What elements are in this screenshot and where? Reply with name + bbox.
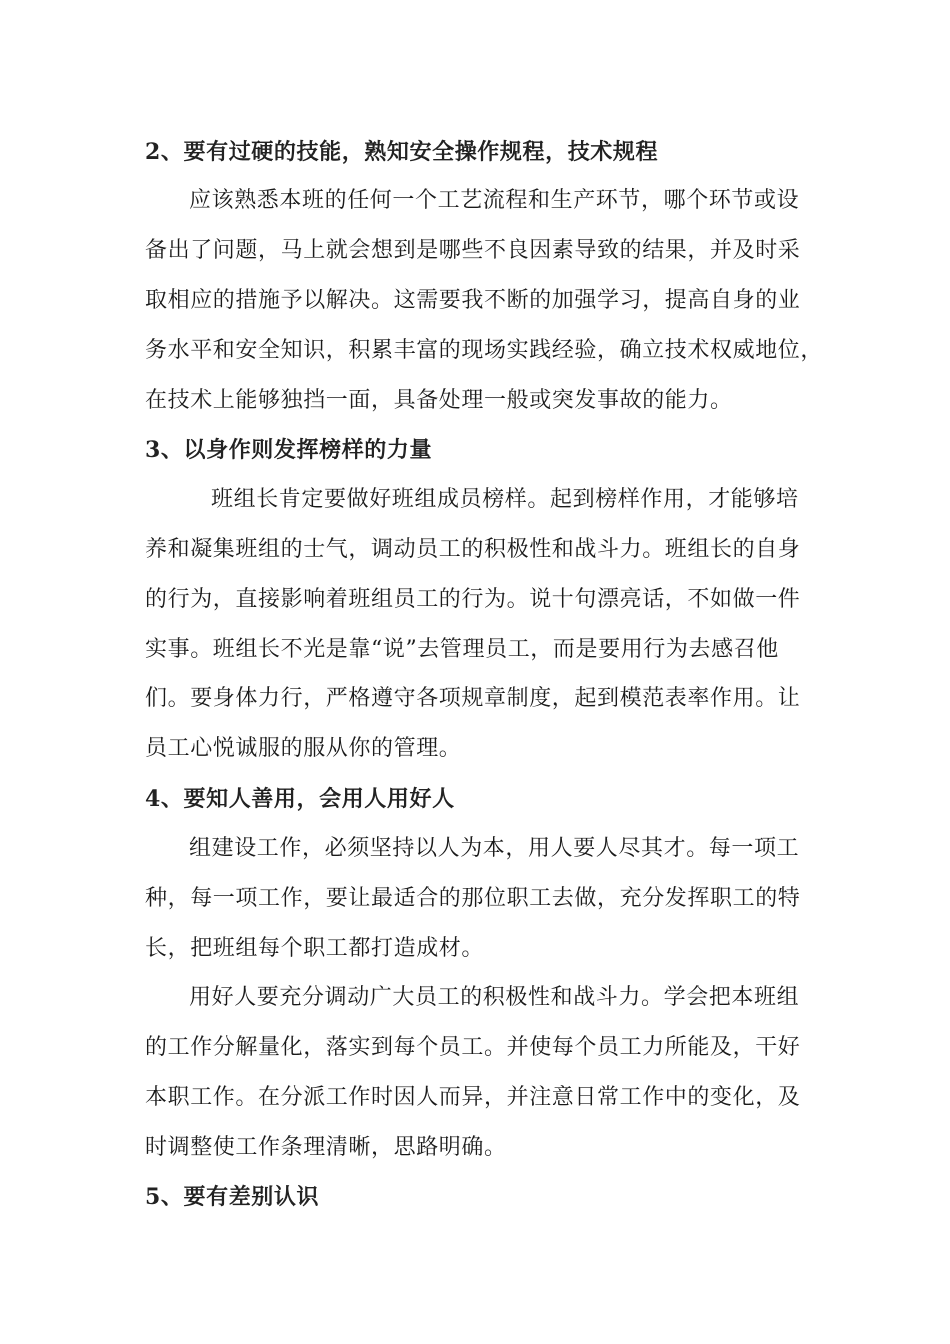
paragraph-line: 实事。班组长不光是靠“说”去管理员工，而是要用行为去感召他 <box>145 637 779 662</box>
section-heading: 3、以身作则发挥榜样的力量 <box>145 437 433 463</box>
paragraph-line: 们。要身体力行，严格遵守各项规章制度，起到模范表率作用。让 <box>145 686 801 711</box>
paragraph-line: 种，每一项工作，要让最适合的那位职工去做，充分发挥职工的特 <box>145 886 801 911</box>
section-heading: 4、要知人善用，会用人用好人 <box>145 786 455 812</box>
paragraph-line: 用好人要充分调动广大员工的积极性和战斗力。学会把本班组 <box>189 985 800 1010</box>
paragraph-line: 务水平和安全知识，积累丰富的现场实践经验，确立技术权威地位， <box>145 338 824 363</box>
paragraph-line: 备出了问题，马上就会想到是哪些不良因素导致的结果，并及时采 <box>145 238 801 263</box>
paragraph-line: 养和凝集班组的士气，调动员工的积极性和战斗力。班组长的自身 <box>145 537 801 562</box>
section-heading: 2、要有过硬的技能，熟知安全操作规程，技术规程 <box>145 139 659 165</box>
paragraph-line: 班组长肯定要做好班组成员榜样。起到榜样作用，才能够培 <box>211 487 799 512</box>
paragraph-line: 在技术上能够独挡一面，具备处理一般或突发事故的能力。 <box>145 388 733 413</box>
paragraph-line: 时调整使工作条理清晰，思路明确。 <box>145 1135 507 1160</box>
paragraph-line: 的行为，直接影响着班组员工的行为。说十句漂亮话，不如做一件 <box>145 587 801 612</box>
paragraph-line: 长，把班组每个职工都打造成材。 <box>145 936 485 961</box>
paragraph-line: 员工心悦诚服的服从你的管理。 <box>145 736 462 761</box>
paragraph-line: 取相应的措施予以解决。这需要我不断的加强学习，提高自身的业 <box>145 288 801 313</box>
section-heading: 5、要有差别认识 <box>145 1184 320 1210</box>
paragraph-line: 组建设工作，必须坚持以人为本，用人要人尽其才。每一项工 <box>189 836 800 861</box>
paragraph-line: 应该熟悉本班的任何一个工艺流程和生产环节，哪个环节或设 <box>189 188 800 213</box>
paragraph-line: 本职工作。在分派工作时因人而异，并注意日常工作中的变化，及 <box>145 1085 801 1110</box>
paragraph-line: 的工作分解量化，落实到每个员工。并使每个员工力所能及，干好 <box>145 1035 801 1060</box>
